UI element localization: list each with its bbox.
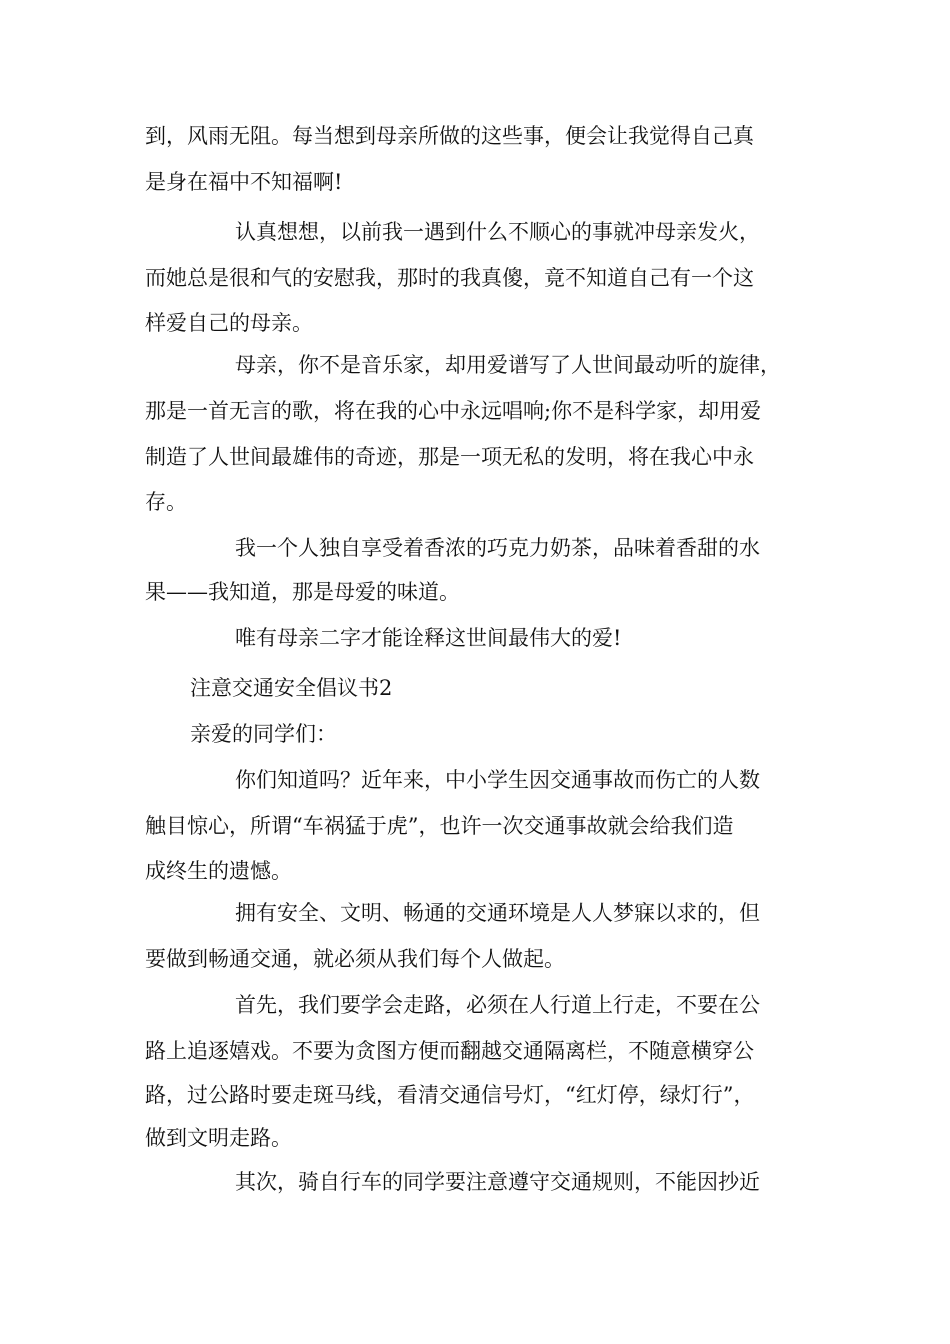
text-line: 那是一首无言的歌，将在我的心中永远唱响;你不是科学家，却用爱 — [145, 399, 762, 423]
salutation: 亲爱的同学们： — [190, 722, 337, 746]
text-line: 认真想想，以前我一遇到什么不顺心的事就冲母亲发火， — [235, 220, 760, 244]
text-line: 存。 — [145, 490, 187, 514]
text-line: 你们知道吗？近年来，中小学生因交通事故而伤亡的人数 — [235, 768, 760, 792]
text-line: 母亲，你不是音乐家，却用爱谱写了人世间最动听的旋律， — [235, 353, 781, 377]
text-line: 到，风雨无阻。每当想到母亲所做的这些事，便会让我觉得自己真 — [145, 124, 754, 148]
text-line: 触目惊心，所谓“车祸猛于虎”，也许一次交通事故就会给我们造 — [145, 814, 734, 838]
text-line: 做到文明走路。 — [145, 1126, 292, 1150]
text-line: 成终生的遗憾。 — [145, 859, 292, 883]
text-line: 拥有安全、文明、畅通的交通环境是人人梦寐以求的，但 — [235, 901, 760, 925]
text-line: 要做到畅通交通，就必须从我们每个人做起。 — [145, 947, 565, 971]
text-line: 首先，我们要学会走路，必须在人行道上行走，不要在公 — [235, 993, 760, 1017]
text-line: 而她总是很和气的安慰我，那时的我真傻，竟不知道自己有一个这 — [145, 266, 754, 290]
text-line: 制造了人世间最雄伟的奇迹，那是一项无私的发明，将在我心中永 — [145, 445, 754, 469]
section-heading: 注意交通安全倡议书2 — [190, 676, 393, 700]
text-line: 唯有母亲二字才能诠释这世间最伟大的爱! — [235, 626, 622, 650]
text-line: 是身在福中不知福啊! — [145, 170, 343, 194]
text-line: 果——我知道，那是母爱的味道。 — [145, 580, 460, 604]
text-line: 路，过公路时要走斑马线，看清交通信号灯，“红灯停，绿灯行”， — [145, 1083, 755, 1107]
text-line: 我一个人独自享受着香浓的巧克力奶茶，品味着香甜的水 — [235, 536, 760, 560]
text-line: 其次，骑自行车的同学要注意遵守交通规则，不能因抄近 — [235, 1170, 760, 1194]
text-line: 路上追逐嬉戏。不要为贪图方便而翻越交通隔离栏，不随意横穿公 — [145, 1039, 754, 1063]
text-line: 样爱自己的母亲。 — [145, 311, 313, 335]
